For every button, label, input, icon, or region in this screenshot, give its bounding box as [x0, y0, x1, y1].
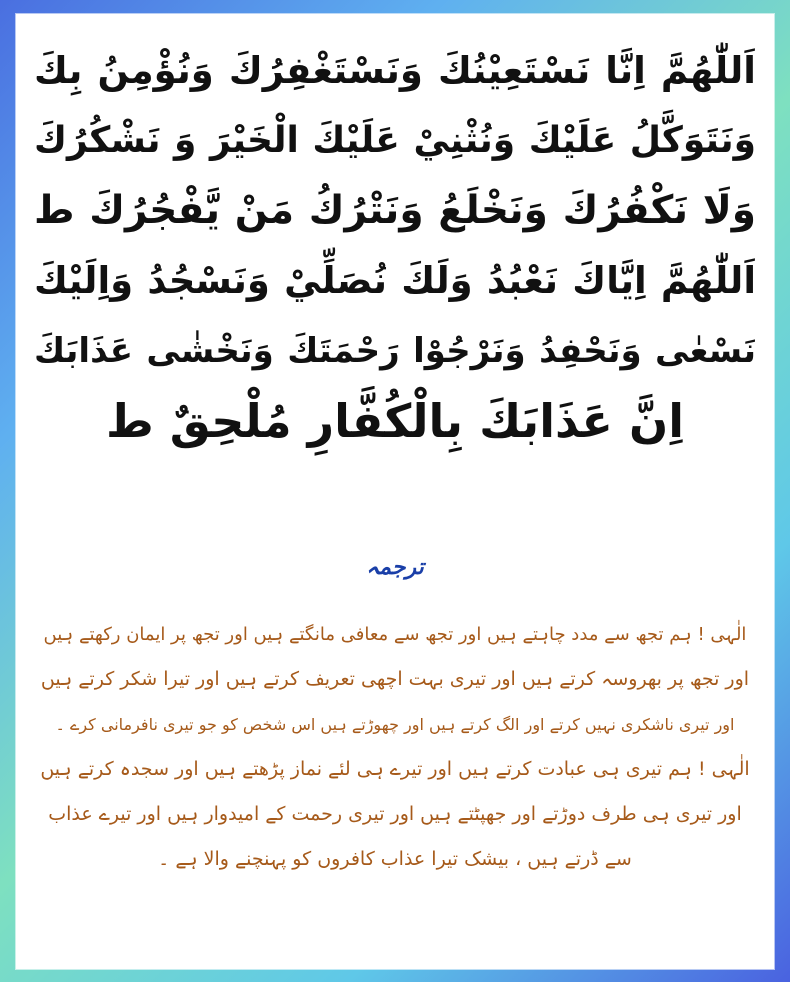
translation-line-5: اور تیری ہی طرف دوڑتے اور جھپٹتے ہیں اور تیری رحمت کے امیدوار ہیں اور تیرے عذاب — [48, 803, 742, 825]
arabic-text-block — [34, 36, 756, 456]
arabic-line-6: اِنَّ عَذَابَكَ بِالْكُفَّارِ مُلْحِقٌ ط — [105, 394, 685, 448]
dua-card — [16, 14, 774, 969]
arabic-line-3: وَلَا نَكْفُرُكَ وَنَخْلَعُ وَنَتْرُكُ مَنْ يَّفْجُرُكَ ط — [34, 188, 756, 233]
arabic-line-1: اَللّٰهُمَّ اِنَّا نَسْتَعِيْنُكَ وَنَسْتَغْفِرُكَ وَنُؤْمِنُ بِكَ — [34, 49, 756, 92]
translation-line-4: الٰہی ! ہم تیری ہی عبادت کرتے ہیں اور تیرے ہی لئے نماز پڑھتے ہیں اور سجدہ کرتے ہیں — [40, 758, 750, 780]
urdu-translation-block — [40, 612, 750, 882]
translation-heading: ترجمہ — [366, 554, 424, 580]
arabic-line-5: نَسْعٰى وَنَحْفِدُ وَنَرْجُوْا رَحْمَتَكَ وَنَخْشٰى عَذَابَكَ — [34, 331, 756, 371]
translation-line-3: اور تیری ناشکری نہیں کرتے اور الگ کرتے ہیں اور چھوڑتے ہیں اس شخص کو جو تیری نافرمانی کرے ۔ — [55, 715, 735, 734]
translation-line-2: اور تجھ پر بھروسہ کرتے ہیں اور تیری بہت اچھی تعریف کرتے ہیں اور تیرا شکر کرتے ہیں — [40, 668, 750, 690]
translation-line-6: سے ڈرتے ہیں ، بیشک تیرا عذاب کافروں کو پہنچنے والا ہے ۔ — [158, 848, 632, 870]
arabic-line-4: اَللّٰهُمَّ اِيَّاكَ نَعْبُدُ وَلَكَ نُصَلِّيْ وَنَسْجُدُ وَاِلَيْكَ — [34, 259, 756, 302]
arabic-line-2: وَنَتَوَكَّلُ عَلَيْكَ وَنُثْنِيْ عَلَيْكَ الْخَيْرَ وَ نَشْكُرُكَ — [34, 120, 756, 161]
translation-line-1: الٰہی ! ہم تجھ سے مدد چاہتے ہیں اور تجھ سے معافی مانگتے ہیں اور تجھ پر ایمان رکھتے ہیں — [43, 624, 747, 645]
